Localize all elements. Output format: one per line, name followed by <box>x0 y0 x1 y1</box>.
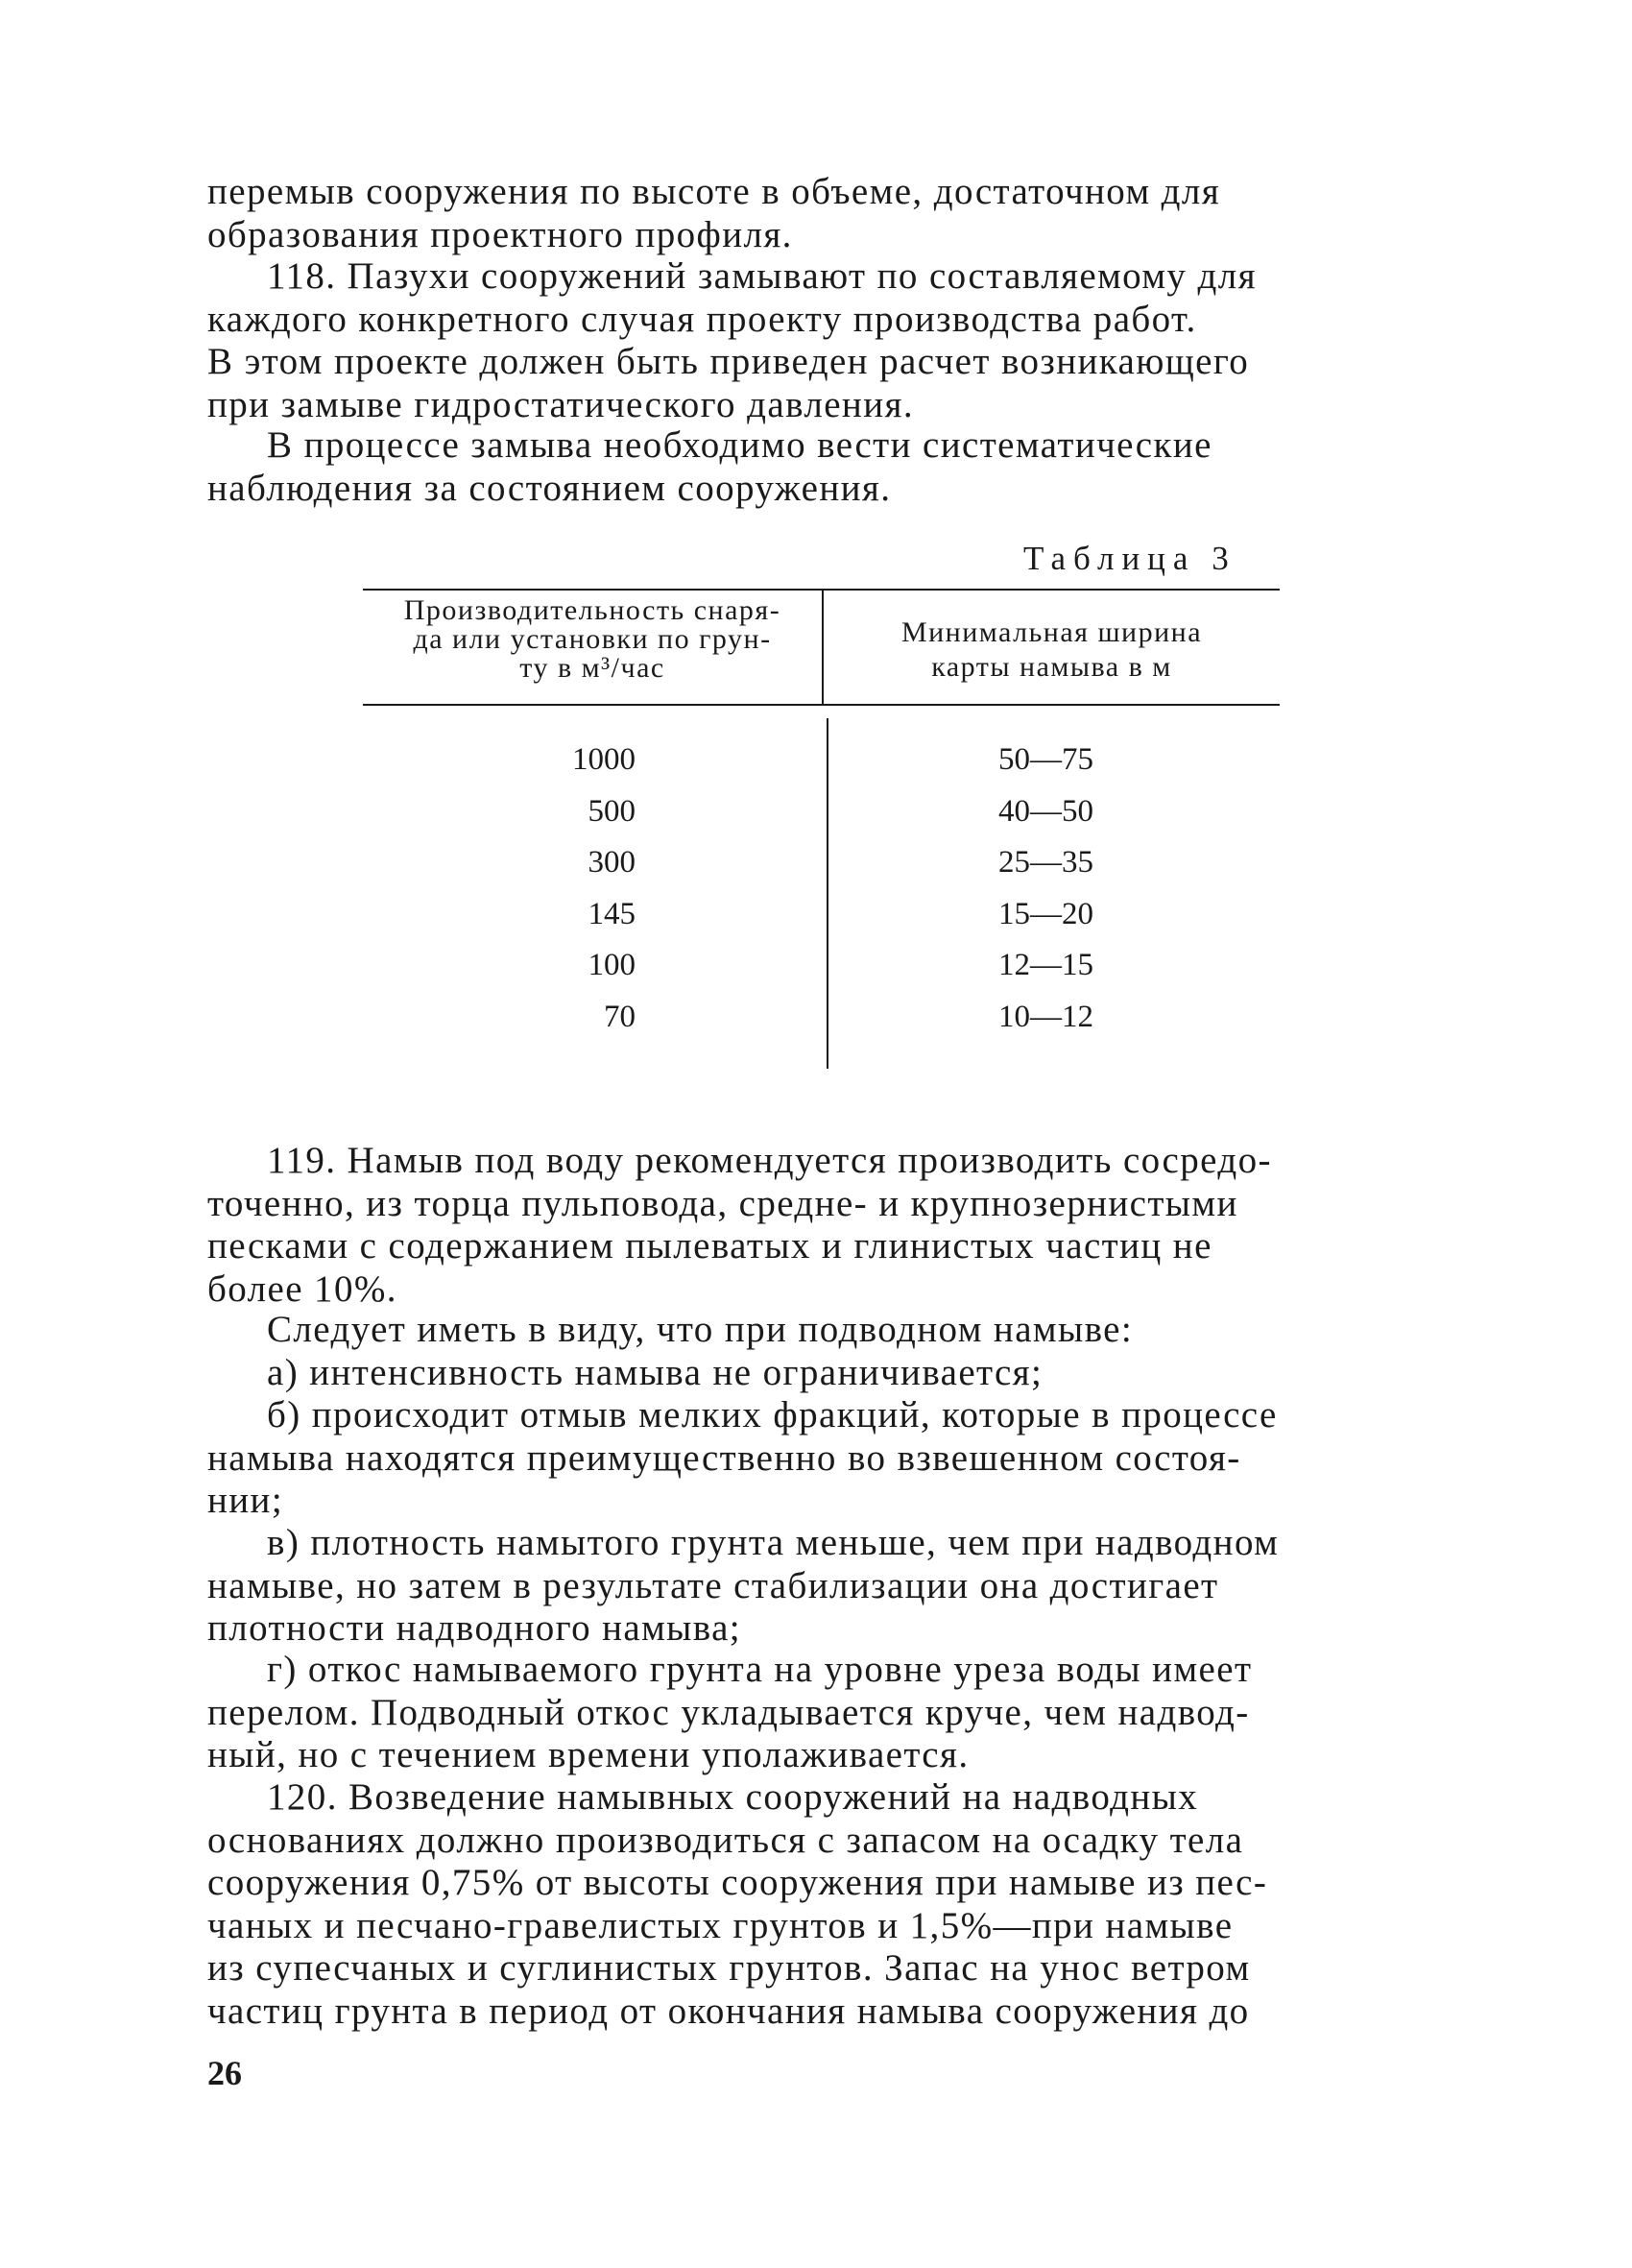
observation-paragraph <box>207 424 1436 510</box>
paragraph-continuation <box>207 171 1436 256</box>
table-cell-capacity: 100 <box>588 948 636 982</box>
note-paragraph <box>207 1309 1436 1352</box>
text-line: песками с содержанием пылеватых и глинистых частиц не <box>207 1225 1212 1267</box>
text-line: плотности надводного намыва; <box>207 1607 742 1649</box>
text-line: частиц грунта в период от окончания намыва сооружения до <box>207 1990 1250 2032</box>
text-line: точенно, из торца пульповода, средне- и крупнозернистыми <box>207 1182 1238 1224</box>
text-line: 120. Возведение намывных сооружений на надводных <box>267 1776 1199 1818</box>
table-caption: Таблица 3 <box>1023 540 1236 577</box>
text-line: образования проектного профиля. <box>207 213 793 255</box>
table-cell-min-width: 12—15 <box>998 948 1093 982</box>
list-item-v <box>207 1522 1436 1651</box>
section-119 <box>207 1140 1436 1311</box>
table-cell-capacity: 145 <box>588 896 636 931</box>
table-header-min-width <box>824 615 1280 685</box>
capacity-width-table <box>363 589 1280 1069</box>
text-line: 119. Намыв под воду рекомендуется производить сосредо- <box>267 1140 1272 1181</box>
text-line: 118. Пазухи сооружений замывают по составляемому для <box>267 255 1257 297</box>
table-cell-min-width: 50—75 <box>998 742 1093 777</box>
list-item-a <box>207 1352 1436 1395</box>
text-line: ный, но с течением времени уполаживается. <box>207 1734 970 1775</box>
header-line: карты намыва в м <box>931 651 1172 683</box>
table-cell-min-width: 15—20 <box>998 896 1093 931</box>
table-header-capacity <box>363 596 822 683</box>
text-line: а) интенсивность намыва не ограничивается; <box>267 1352 1044 1393</box>
text-line: б) происходит отмыв мелких фракций, которые в процессе <box>267 1394 1278 1436</box>
list-item-b <box>207 1394 1436 1523</box>
text-line: перемыв сооружения по высоте в объеме, достаточном для <box>207 171 1221 212</box>
table-cell-capacity: 500 <box>588 793 636 829</box>
text-line: при замыве гидростатического давления. <box>207 383 914 425</box>
header-line: да или установки по грун- <box>413 623 772 655</box>
table-cell-capacity: 300 <box>588 845 636 880</box>
table-cell-min-width: 10—12 <box>998 999 1093 1034</box>
text-line: г) откос намываемого грунта на уровне уреза воды имеет <box>267 1649 1253 1690</box>
text-line: В этом проекте должен быть приведен расчет возникающего <box>207 341 1250 382</box>
text-line: из супесчаных и суглинистых грунтов. Запас на унос ветром <box>207 1947 1251 1989</box>
table-cell-min-width: 40—50 <box>998 793 1093 829</box>
table-cell-capacity: 70 <box>604 999 636 1034</box>
text-line: чаных и песчано-гравелистых грунтов и 1,5%—при намыве <box>207 1904 1234 1946</box>
text-line: В процессе замыва необходимо вести систематические <box>267 424 1212 466</box>
section-118 <box>207 255 1436 426</box>
list-item-g <box>207 1649 1436 1777</box>
table-cell-capacity: 1000 <box>572 742 636 777</box>
table-header-rule <box>363 704 1280 706</box>
page-number: 26 <box>207 2054 242 2092</box>
text-line: намыве, но затем в результате стабилизации она достигает <box>207 1564 1219 1606</box>
text-line: более 10%. <box>207 1267 397 1310</box>
header-line: Производительность снаря- <box>403 594 781 626</box>
text-line: наблюдения за состоянием сооружения. <box>207 467 892 509</box>
table-body-divider <box>827 718 828 1069</box>
text-line: основаниях должно производиться с запасом на осадку тела <box>207 1819 1244 1861</box>
text-line: каждого конкретного случая проекту производства работ. <box>207 298 1197 340</box>
text-line: Следует иметь в виду, что при подводном намыве: <box>267 1309 1134 1350</box>
section-120 <box>207 1776 1436 2033</box>
text-line: нии; <box>207 1480 284 1521</box>
text-line: в) плотность намытого грунта меньше, чем при надводном <box>267 1522 1280 1563</box>
table-cell-min-width: 25—35 <box>998 845 1093 880</box>
text-line: перелом. Подводный откос укладывается круче, чем надвод- <box>207 1691 1250 1733</box>
header-line: ту в м³/час <box>519 652 665 684</box>
text-line: сооружения 0,75% от высоты сооружения при намыве из пес- <box>207 1862 1268 1903</box>
text-line: намыва находятся преимущественно во взвешенном состоя- <box>207 1436 1241 1479</box>
header-line: Минимальная ширина <box>900 616 1203 648</box>
